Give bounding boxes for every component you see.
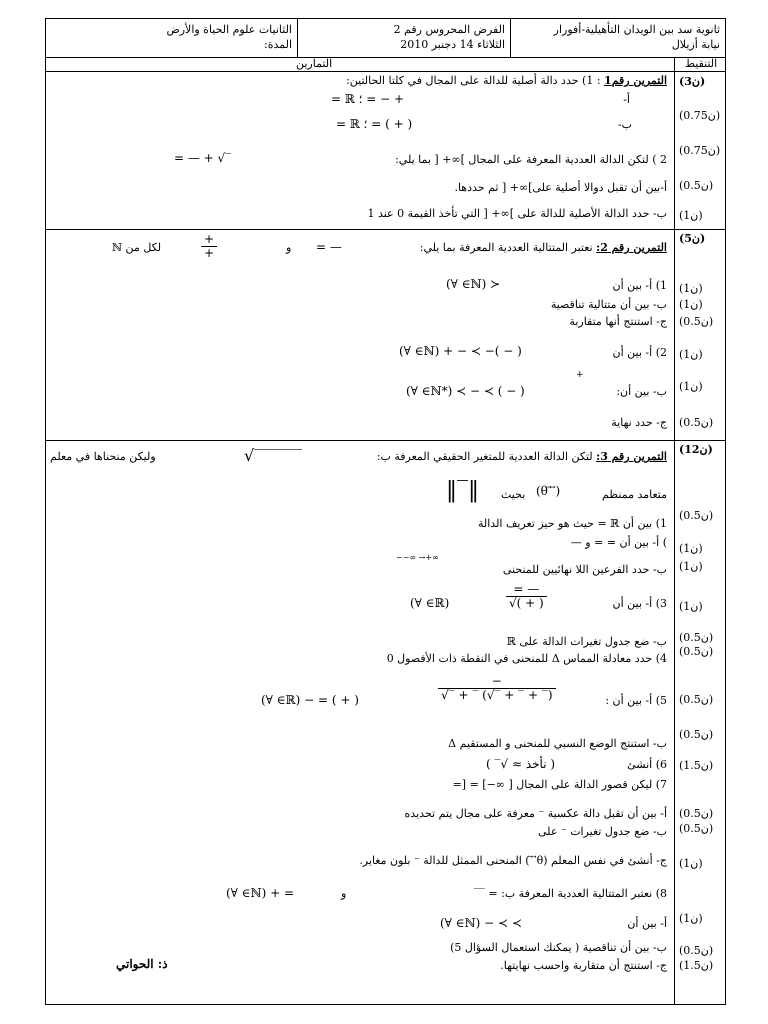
ex2-score-2c: (ن0.5)	[679, 416, 714, 429]
ex2-fraction-num: +	[201, 233, 217, 247]
header-table	[46, 19, 725, 58]
ex3-q1: 1) بين أن ℝ = حيث هو حيز تعريف الدالة	[478, 517, 667, 530]
ex3-q5a-num: −	[438, 675, 556, 689]
ex3-score-2a: (ن1)	[679, 542, 703, 555]
ex3-q2a-limits: −−∞ →+∞	[396, 553, 439, 562]
ex3-score-3a: (ن1)	[679, 600, 703, 613]
ex3-such-that: بحيث	[501, 488, 526, 501]
ex3-q8-and: و	[341, 887, 347, 900]
ex2-q1a: 1) أ- بين أن	[612, 279, 667, 292]
exam-date: الثلاثاء 14 دجنبر 2010	[400, 38, 505, 51]
exercise-divider	[46, 229, 725, 230]
ex1-title: التمرين رقم1	[604, 74, 667, 87]
ex3-points: (ن12)	[679, 443, 713, 456]
ex3-score-8c: (ن1.5)	[679, 959, 714, 972]
ex3-q5a-frac	[438, 675, 556, 702]
ex3-q5a: 5) أ- بين أن :	[605, 694, 667, 707]
ex2-points: (ن5)	[679, 232, 706, 245]
ex1-score-1b: (ن0.75)	[679, 144, 721, 157]
ex1-q2a: أ-بين أن تقبل دوالا أصلية على]∞+ [ ثم حددها.	[454, 181, 667, 194]
ex3-q5b: ب- استنتج الوضع النسبي للمنحنى و المستقيم Δ	[448, 737, 667, 750]
exam-title: الفرض المحروس رقم 2	[393, 23, 505, 36]
ex3-score-8b: (ن0.5)	[679, 944, 714, 957]
ex3-q2b: ب- حدد الفرعين اللا نهائيين للمنحنى	[502, 563, 667, 576]
ex3-q8: 8) نعتبر المتتالية العددية المعرفة ب: = ‾‾	[473, 887, 667, 900]
ex3-q3a-forall: (∀ ∈ℝ)	[410, 596, 450, 610]
ex1-q1: 1) حدد دالة أصلية للدالة على المجال في كلتا الحالتين:	[346, 74, 594, 87]
ex3-score-5b: (ن0.5)	[679, 728, 714, 741]
ex2-q2b: ب- بين أن:	[616, 385, 667, 398]
ex3-q7c: ج- أنشئ في نفس المعلم (θ ⃗ ⃗) المنحنى الممثل للدالة ⁻ بلون مغاير.	[359, 854, 667, 867]
delegation-name: نيابة أزيلال	[671, 38, 720, 51]
ex3-score-2b: (ن1)	[679, 560, 703, 573]
header-school-cell	[511, 19, 725, 57]
exercise-divider	[46, 440, 725, 441]
ex2-q2a: 2) أ- بين أن	[612, 346, 667, 359]
ex1-points: (ن3)	[679, 75, 706, 88]
duration-label: المدة:	[263, 38, 292, 51]
ex3-heading	[377, 450, 667, 463]
ex3-q7a: أ- بين أن تقبل دالة عكسية ⁻ معرفة على مجال يتم تحديده	[404, 807, 667, 820]
ex3-q7b: ب- ضع جدول تغيرات ⁻ على	[538, 825, 667, 838]
ex2-intro-formula: = —	[316, 240, 342, 254]
ex3-q6-note: ( نأخذ ≈ √‾ )	[486, 757, 556, 771]
ex3-q3a-den: √( + )	[509, 596, 544, 610]
ex3-q8a: أ- بين أن	[627, 917, 667, 930]
ex1-colon: :	[593, 74, 601, 87]
ex1-q2b: ب- حدد الدالة الأصلية للدالة على ]∞+ [ التي تأخذ القيمة 0 عند 1	[367, 207, 667, 220]
ex2-q1c: ج- استنتج أنها متقاربة	[569, 315, 667, 328]
school-name: ثانوية سد بين الويدان التأهيلية-أفورار	[553, 23, 720, 36]
ex2-q2b-formula: (∀ ∈ℕ*) ≺ − ≺ ( − )	[406, 384, 525, 398]
ex1-q1b-label: ب-	[617, 118, 632, 131]
ex2-score-1b: (ن1)	[679, 298, 703, 311]
ex3-q2a: ) أ- بين أن = = و —	[570, 536, 667, 549]
ex2-and: و	[286, 241, 292, 254]
ex3-score-1: (ن0.5)	[679, 509, 714, 522]
ex3-q7: 7) ليكن قصور الدالة على المجال [ ∞−] = [=	[452, 778, 667, 791]
ex3-q6: 6) أنشئ	[627, 758, 667, 771]
score-column-divider	[674, 57, 675, 1004]
ex2-intro: نعتبر المتتالية العددية المعرفة بما يلي:	[419, 241, 593, 254]
ex3-q3a-fraction	[506, 583, 547, 610]
ex3-title: التمرين رقم 3:	[596, 450, 667, 463]
ex3-score-7c: (ن1)	[679, 857, 703, 870]
ex2-title: التمرين رقم 2:	[596, 241, 667, 254]
ex2-forall: لكل من ℕ	[112, 241, 162, 254]
ex1-score-1a: (ن0.75)	[679, 109, 721, 122]
ex2-q2a-formula: (∀ ∈ℕ) + − ≺ −( − )	[399, 344, 522, 358]
ex3-q3a: 3) أ- بين أن	[612, 597, 667, 610]
ex3-q4: 4) حدد معادلة المماس Δ للمنحنى في النقطة ذات الأفصول 0	[386, 652, 667, 665]
teacher-signature: ذ: الحواتي	[116, 957, 168, 971]
grading-column-header: التنقيط	[684, 57, 718, 70]
ex3-score-6: (ن1.5)	[679, 759, 714, 772]
ex3-score-7a: (ن0.5)	[679, 807, 714, 820]
ex2-heading	[420, 241, 667, 254]
ex1-q2: 2 ) لتكن الدالة العددية المعرفة على المجال ]∞+ [ بما يلي:	[395, 153, 667, 166]
ex3-q3a-frac	[506, 583, 547, 610]
ex3-q8-formula: (∀ ∈ℕ) + =	[226, 886, 295, 900]
ex3-score-3b: (ن0.5)	[679, 631, 714, 644]
ex2-score-2a: (ن1)	[679, 348, 703, 361]
ex3-q8a-formula: (∀ ∈ℕ) − ≺ ≺	[440, 916, 522, 930]
ex2-q2b-exponent: +	[576, 370, 584, 380]
ex3-intro: لتكن الدالة العددية للمتغير الحقيقي المعرفة ب:	[376, 450, 593, 463]
ex3-q8b: ب- بين أن تناقصية ( يمكنك استعمال السؤال 5)	[450, 941, 667, 954]
ex3-q5a-bracket	[438, 675, 556, 702]
ex3-intro2: وليكن منحناها في معلم	[50, 450, 156, 463]
ex3-basis: (θ ⃗ ⃗)	[536, 484, 561, 498]
ex2-q2c: ج- حدد نهاية	[611, 416, 667, 429]
ex2-score-1c: (ن0.5)	[679, 315, 714, 328]
ex2-score-1a: (ن1)	[679, 282, 703, 295]
ex2-fraction	[201, 233, 217, 260]
ex1-heading	[346, 74, 667, 87]
ex3-q8c: ج- استنتج أن متقاربة واحسب نهايتها.	[500, 959, 667, 972]
ex3-score-4: (ن0.5)	[679, 645, 714, 658]
ex1-q2-formula: = — + √‾	[174, 151, 232, 165]
exam-sheet	[45, 18, 726, 1005]
ex2-q1b: ب- بين أن متتالية تناقصية	[550, 298, 667, 311]
ex1-q1a-label: أ-	[623, 93, 630, 106]
ex3-q5a-den: √‾ + ‾ (√‾ + ‾ + ‾)	[441, 688, 553, 702]
ex2-q1a-formula: (∀ ∈ℕ) ≻	[446, 277, 501, 291]
ex2-score-2b: (ن1)	[679, 380, 703, 393]
ex1-q1a-formula: = ℝ ؛ = − +	[331, 92, 405, 106]
ex1-score-2a: (ن0.5)	[679, 179, 714, 192]
ex3-q3a-num: = —	[506, 583, 547, 597]
header-exam-cell	[297, 19, 511, 57]
ex2-fraction-den: +	[204, 246, 215, 260]
ex3-q3b: ب- ضع جدول تغيرات الدالة على ℝ	[506, 635, 667, 648]
ex3-score-8a: (ن1)	[679, 912, 703, 925]
ex3-score-5a: (ن0.5)	[679, 693, 714, 706]
ex1-score-2b: (ن1)	[679, 209, 703, 222]
ex3-intro3: متعامد ممنظم	[602, 488, 667, 501]
ex3-q5a-formula: (∀ ∈ℝ) − = ( + )	[261, 693, 359, 707]
class-name: الثانيات علوم الحياة والأرض	[166, 23, 292, 36]
columns-header	[46, 57, 725, 72]
ex1-q1b-formula: = ℝ ؛ = ( + )	[336, 117, 413, 131]
ex3-score-7b: (ن0.5)	[679, 822, 714, 835]
ex2-recurrence-fraction	[201, 233, 217, 260]
ex3-definition-formula: √‾‾‾‾‾‾	[244, 446, 303, 465]
ex3-norm: ‖‾‖	[446, 478, 479, 503]
header-class-cell	[46, 19, 297, 57]
exercises-column-header: التمارين	[296, 57, 333, 70]
